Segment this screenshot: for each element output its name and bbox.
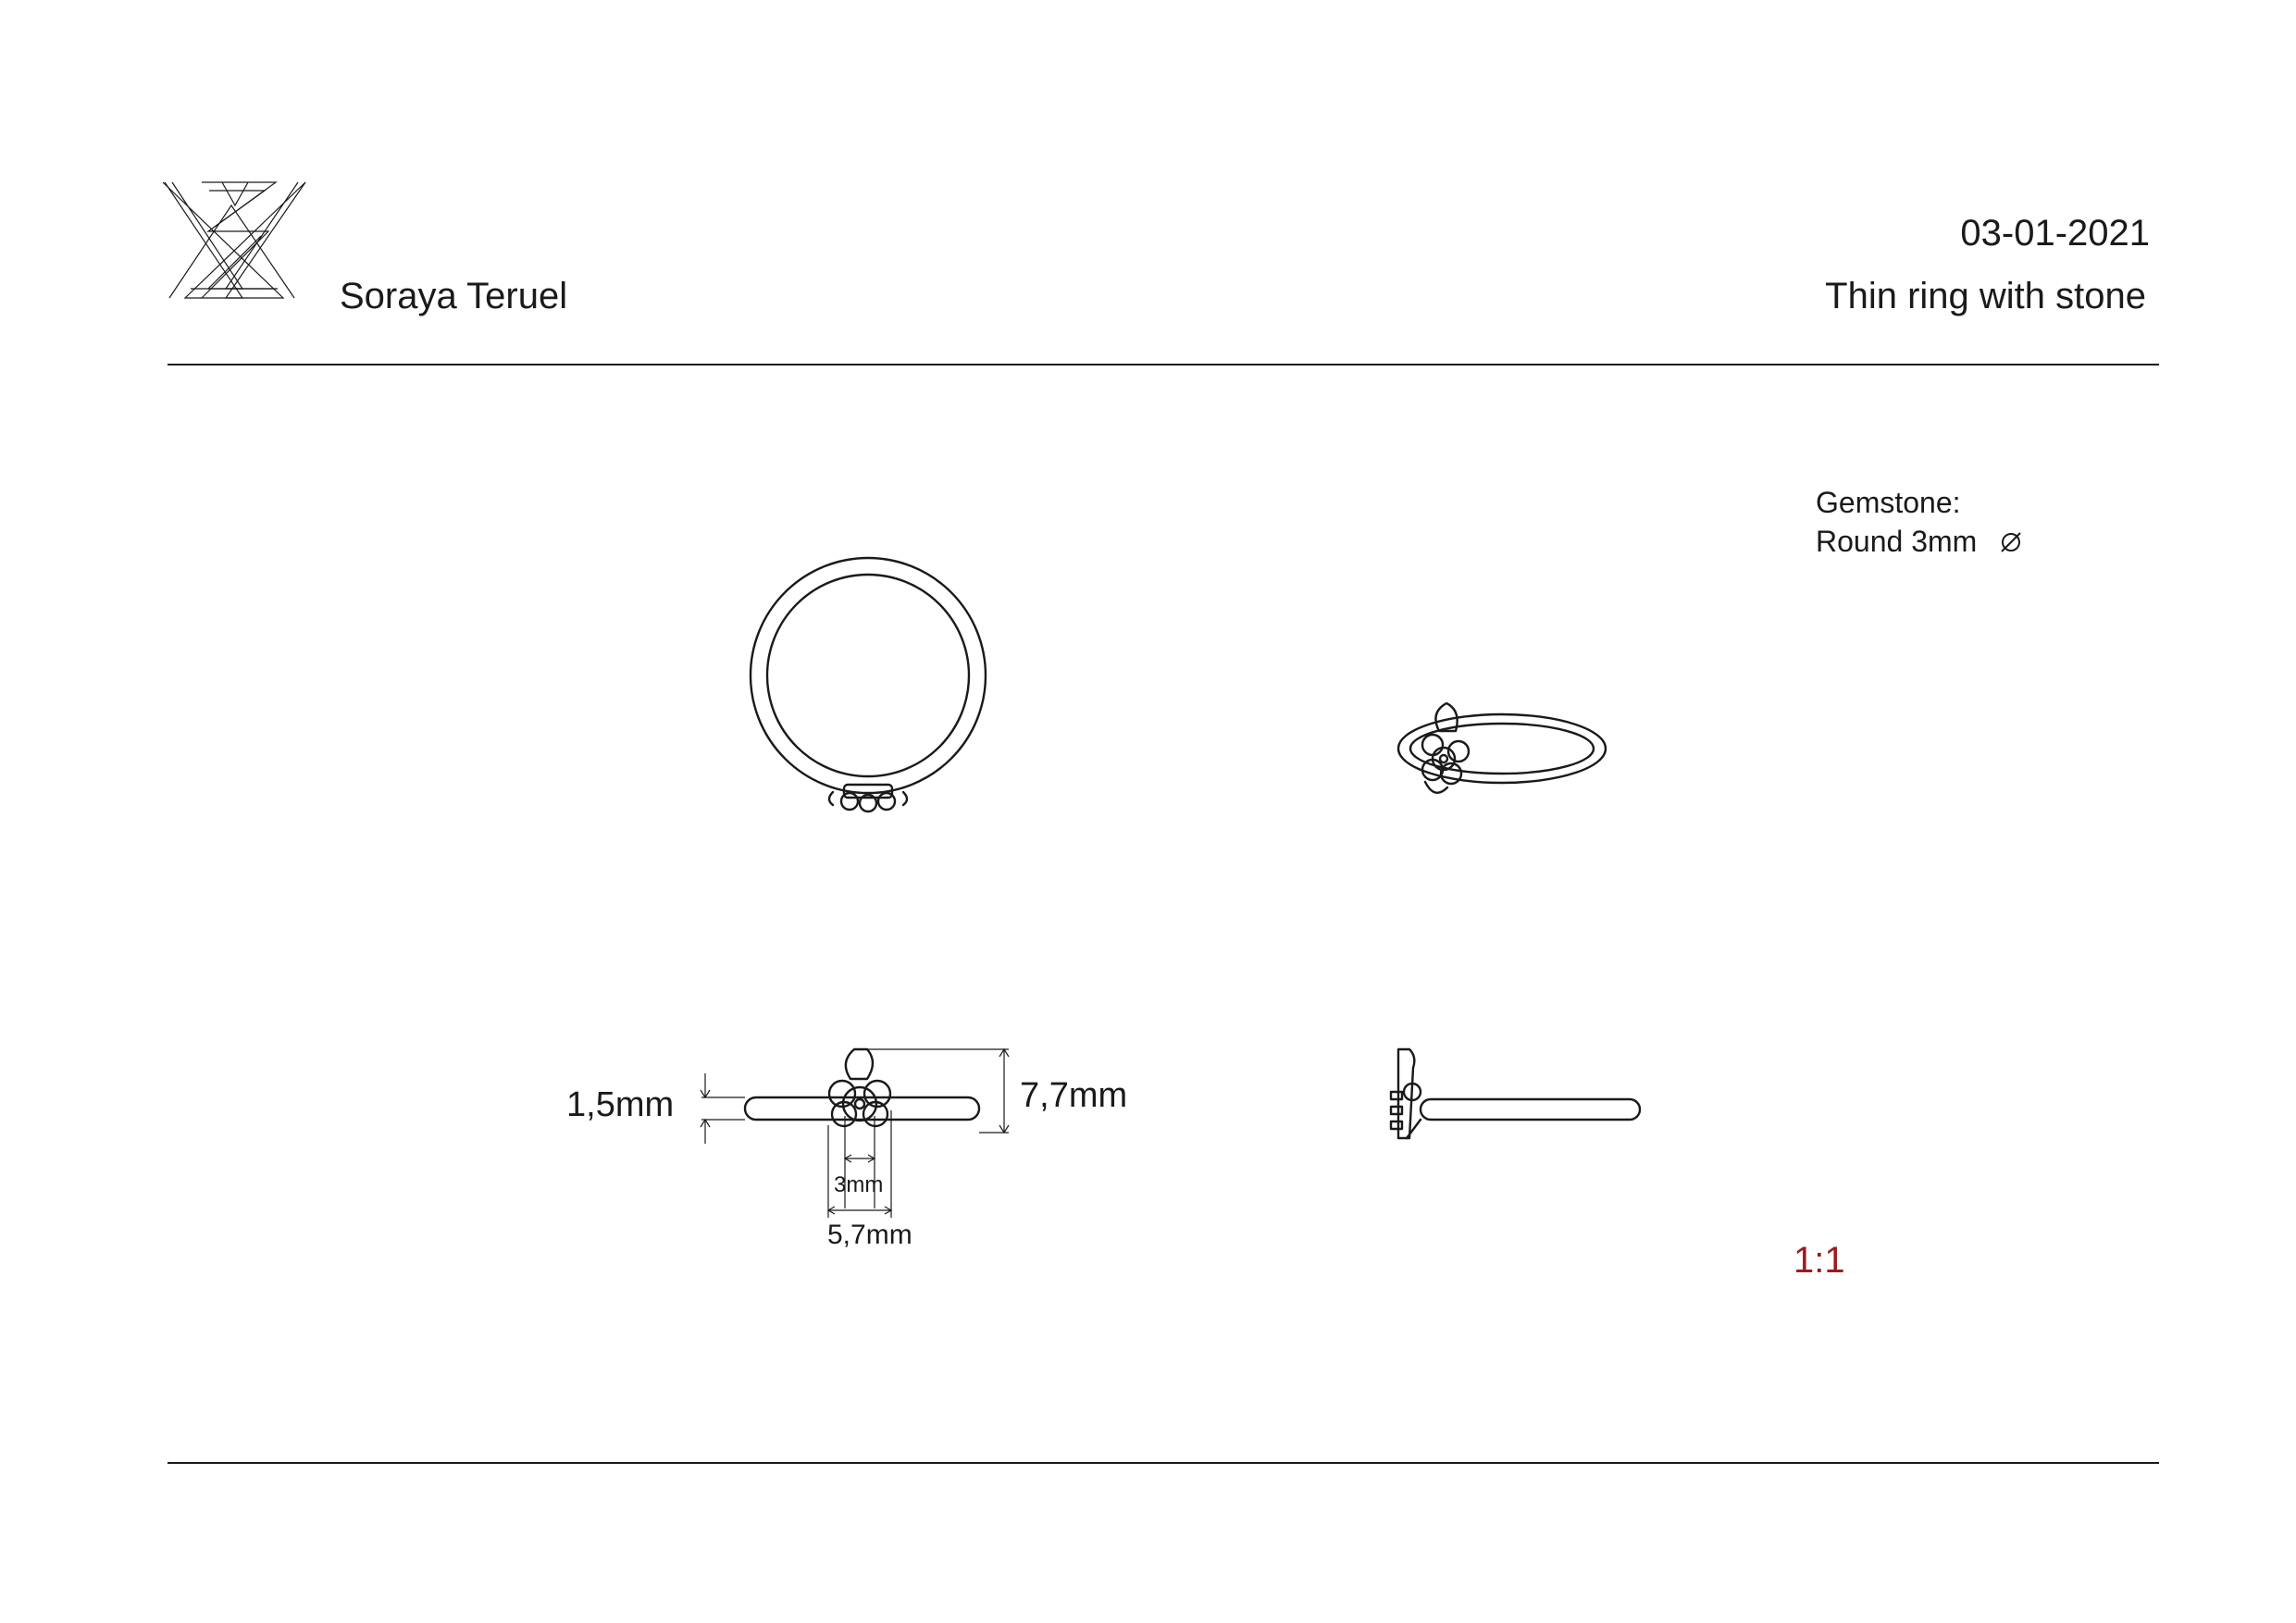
total-height-label: 7,7mm	[1020, 1076, 1128, 1115]
gemstone-heading: Gemstone:	[1816, 486, 1961, 519]
stone-diameter-label: 3mm	[834, 1172, 884, 1197]
gemstone-spec-text: Round 3mm	[1816, 525, 1978, 558]
designer-name: Soraya Teruel	[340, 276, 568, 316]
setting-width-label: 5,7mm	[827, 1220, 912, 1250]
drawing-title: Thin ring with stone	[1825, 276, 2146, 316]
drawing-date: 03-01-2021	[1960, 213, 2150, 254]
scale-note: 1:1	[1793, 1240, 1845, 1281]
band-thickness-label: 1,5mm	[566, 1085, 675, 1124]
